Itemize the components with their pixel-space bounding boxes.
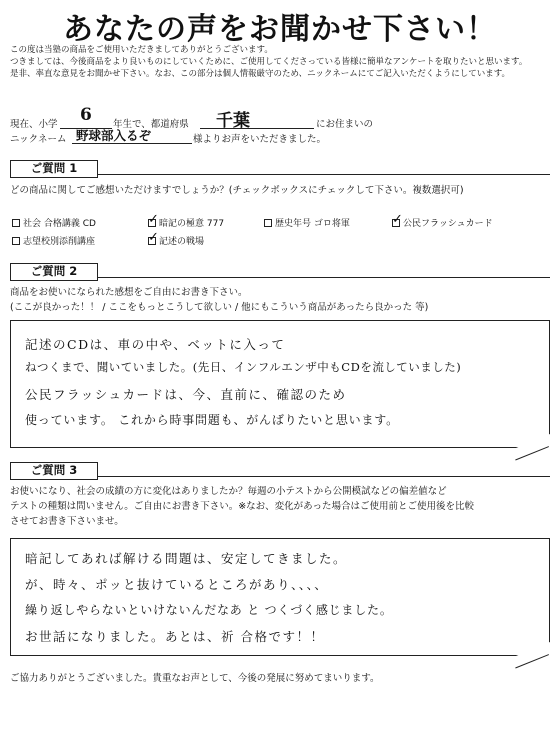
option-social-cd[interactable]: 社会 合格講義 CD (12, 216, 96, 229)
intro-line: つきましては、今後商品をより良いものにしていくために、ご使用してくださっている皆様に簡単なアンケートを取りたいと思います。 (10, 57, 528, 67)
prefecture-suffix: にお住まいの (316, 119, 374, 130)
q2-answer-line: 使っています。 これから時事問題も、がんばりたいと思います。 (25, 413, 399, 427)
q2-label: ご質問 2 (10, 263, 98, 281)
option-anki-777[interactable]: ✓ 暗記の極意 777 (148, 216, 224, 229)
page-curl-edge (515, 446, 549, 460)
q2-question: 商品をお使いになられた感想をご自由にお書き下さい。 (10, 287, 248, 298)
nickname-value[interactable]: 野球部入るぞ (76, 128, 152, 143)
q3-question: させてお書き下さいませ。 (10, 516, 124, 527)
checkbox-checked-icon[interactable] (148, 219, 156, 227)
page-curl-icon (516, 642, 550, 656)
intro-text (10, 44, 555, 80)
grade-suffix: 年生で、都道府県 (113, 119, 189, 130)
grade-value[interactable]: 6 (80, 105, 92, 125)
grade-prefix: 現在、小学 (10, 119, 58, 130)
checkbox-checked-icon[interactable] (148, 237, 156, 245)
q3-answer-line: お世話になりました。あとは、祈 合格です！！ (25, 629, 325, 644)
nickname-suffix: 様よりお声をいただきました。 (193, 134, 327, 145)
q2-answer-line: ねつくまで、聞いていました。(先日、インフルエンザ中もCDを流していました) (25, 360, 462, 374)
q3-label: ご質問 3 (10, 462, 98, 480)
q1-label: ご質問 1 (10, 160, 98, 178)
page-title: あなたの声をお聞かせ下さい！ (63, 12, 497, 47)
checkbox-icon[interactable] (12, 219, 20, 227)
q3-question: お使いになり、社会の成績の方に変化はありましたか？毎週の小テストから公開模試などの偏差値など (10, 486, 447, 497)
q3-answer-line: 繰り返しやらないといけないんだなあ と つくづく感じました。 (25, 603, 393, 617)
page-curl-icon (516, 434, 550, 448)
q2-question-examples: (ここが良かった！！ / ここをもっとこうして欲しい / 他にもこういう商品があったら良かった 等) (10, 302, 429, 313)
option-civics-flashcard[interactable]: ✓ 公民フラッシュカード (392, 216, 493, 229)
checkbox-icon[interactable] (264, 219, 272, 227)
q2-answer-box[interactable] (10, 320, 550, 448)
checkbox-icon[interactable] (12, 237, 20, 245)
q3-answer-box[interactable] (10, 538, 550, 656)
nickname-label: ニックネーム (10, 134, 67, 145)
option-kijutsu-senjou[interactable]: ✓ 記述の戦場 (148, 234, 204, 247)
prefecture-value[interactable]: 千葉 (216, 111, 250, 131)
option-history-goro[interactable]: 歴史年号 ゴロ将軍 (264, 216, 350, 229)
checkbox-checked-icon[interactable] (392, 219, 400, 227)
footer-thanks: ご協力ありがとうございました。貴重なお声として、今後の発展に努めてまいります。 (10, 673, 380, 684)
q2-answer-line: 記述のCDは、車の中や、ベットに入って (25, 337, 286, 352)
q1-question: どの商品に関してご感想いただけますでしょうか？(チェックボックスにチェックして下さい。複数選択可) (10, 185, 464, 196)
intro-line: 是非、率直な意見をお聞かせ下さい。なお、この部分は個人情報厳守のため、ニックネームにてご記入いただくようにしています。 (10, 69, 511, 79)
q3-answer-line: が、時々、ポッと抜けているところがあり、、、、 (25, 577, 329, 592)
page-curl-edge (515, 654, 549, 668)
option-school-correction[interactable]: 志望校別添削講座 (12, 234, 95, 247)
intro-line: この度は当塾の商品をご使用いただきましてありがとうございます。 (10, 45, 273, 55)
q3-question: テストの種類は問いません。ご自由にお書き下さい。※なお、変化があった場合はご使用前とご使用後を比較 (10, 501, 475, 512)
q2-answer-line: 公民フラッシュカードは、今、直前に、確認のため (25, 387, 347, 402)
q3-answer-line: 暗記してあれば解ける問題は、安定してきました。 (25, 551, 348, 566)
